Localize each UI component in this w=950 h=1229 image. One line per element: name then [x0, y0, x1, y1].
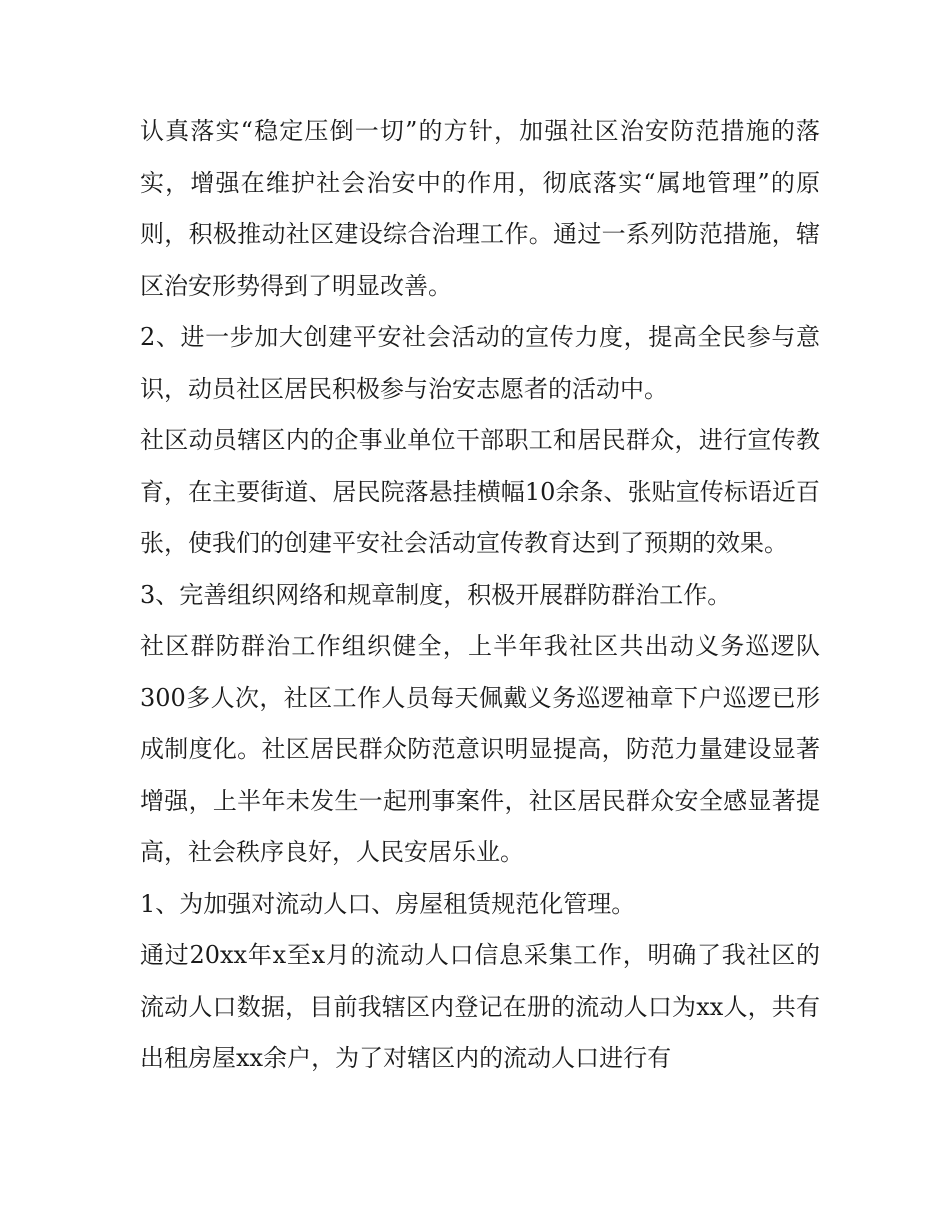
paragraph-patrol-work: 社区群防群治工作组织健全，上半年我社区共出动义务巡逻队300多人次，社区工作人员每天佩戴义务巡逻袖章下户巡逻已形成制度化。社区居民群众防范意识明显提高，防范力量建设显著增强，上半年未发生一起刑事案件，社区居民群众安全感显著提高，社会秩序良好，人民安居乐业。: [140, 632, 820, 866]
document-body: [140, 106, 820, 1085]
paragraph-heading-publicity: 2、进一步加大创建平安社会活动的宣传力度，提高全民参与意识，动员社区居民积极参与治安志愿者的活动中。: [140, 323, 820, 403]
paragraph-heading-floating-population: 1、为加强对流动人口、房屋租赁规范化管理。: [140, 889, 636, 918]
paragraph-publicity-education: 社区动员辖区内的企事业单位干部职工和居民群众，进行宣传教育，在主要街道、居民院落悬挂横幅10余条、张贴宣传标语近百张，使我们的创建平安社会活动宣传教育达到了预期的效果。: [140, 426, 820, 557]
paragraph-population-data: 通过20xx年x至x月的流动人口信息采集工作，明确了我社区的流动人口数据，目前我辖区内登记在册的流动人口为xx人，共有出租房屋xx余户，为了对辖区内的流动人口进行有: [140, 941, 820, 1072]
paragraph-heading-organization: 3、完善组织网络和规章制度，积极开展群防群治工作。: [140, 580, 732, 609]
paragraph-security-measures: 认真落实“稳定压倒一切”的方针，加强社区治安防范措施的落实，增强在维护社会治安中的作用，彻底落实“属地管理”的原则，积极推动社区建设综合治理工作。通过一系列防范措施，辖区治安形势得到了明显改善。: [140, 117, 820, 300]
